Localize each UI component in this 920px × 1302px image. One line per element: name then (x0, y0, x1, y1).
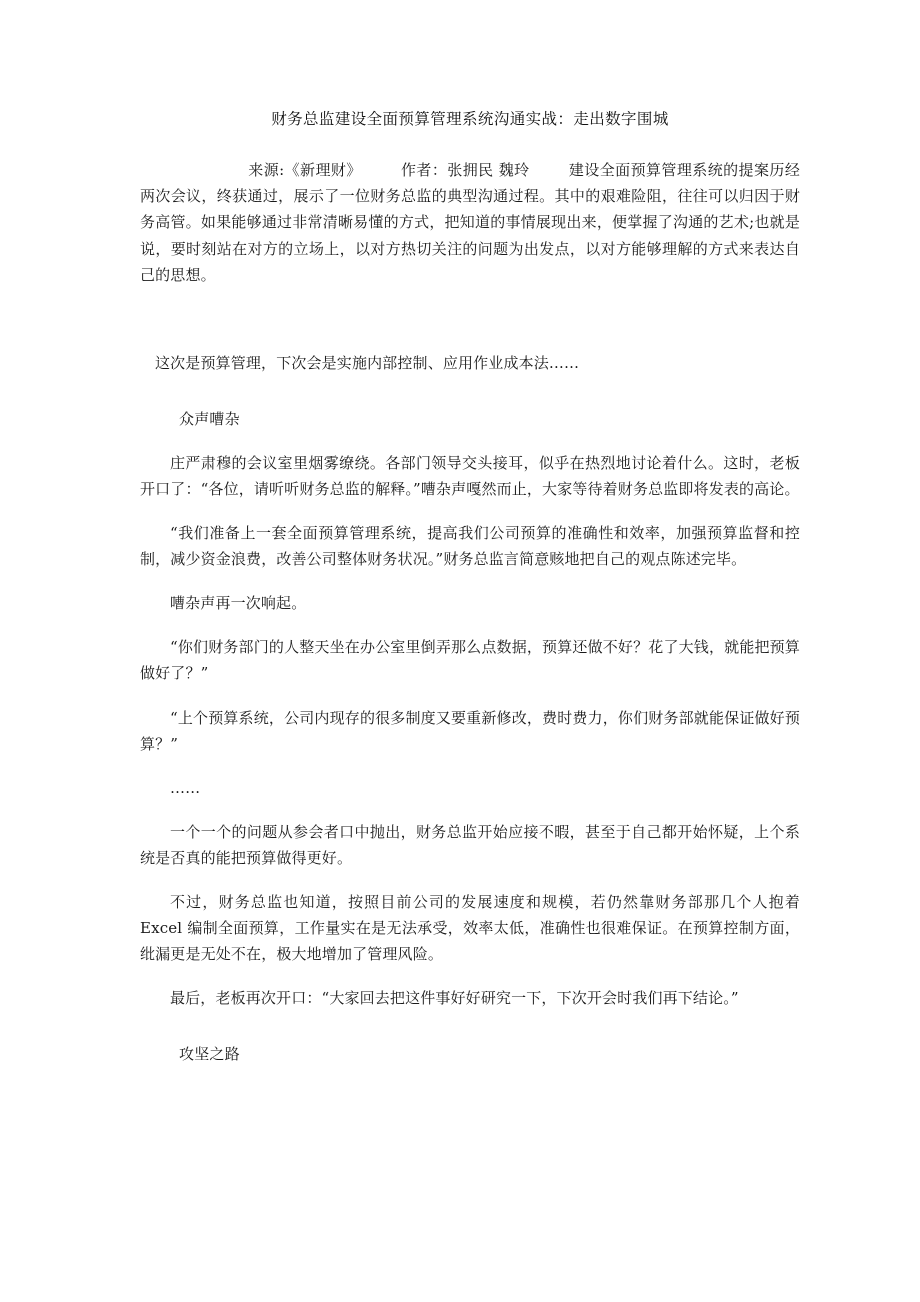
paragraph: “上个预算系统，公司内现存的很多制度又要重新修改，费时费力，你们财务部就能保证做好预算？” (140, 708, 800, 753)
paragraph: 嘈杂声再一次响起。 (170, 594, 307, 613)
lede-paragraph: 这次是预算管理，下次会是实施内部控制、应用作业成本法…… (155, 353, 580, 372)
paragraph: “你们财务部门的人整天坐在办公室里倒弄那么点数据，预算还做不好？花了大钱，就能把预算做好了？” (140, 638, 800, 683)
section-2-spacer (140, 1011, 800, 1041)
page-title: 财务总监建设全面预算管理系统沟通实战：走出数字围城 (271, 110, 669, 128)
source-label: 来源:《新理财》 (248, 161, 362, 180)
document-content (140, 0, 800, 1068)
lede-spacer (140, 288, 800, 350)
paragraph-spacer (140, 801, 800, 819)
lead-text: 建设全面预算管理系统的提案历经两次会议，终获通过，展示了一位财务总监的典型沟通过程。其中的艰难险阻，往往可以归因于财务高管。如果能够通过非常清晰易懂的方式，把知道的事情展现出来，便掌握了沟通的艺术;也就是说，要时刻站在对方的立场上，以对方热切关注的问题为出发点，以对方能够理解的方式来表达自己的思想。 (140, 161, 800, 284)
ellipsis-paragraph: …… (170, 778, 201, 797)
paragraph-spacer (140, 967, 800, 985)
section-heading-2: 攻坚之路 (179, 1045, 240, 1064)
title-spacer (140, 131, 800, 157)
paragraph-spacer (140, 572, 800, 590)
paragraph: “我们准备上一套全面预算管理系统，提高我们公司预算的准确性和效率，加强预算监督和控制，减少资金浪费，改善公司整体财务状况。”财务总监言简意赅地把自己的观点陈述完毕。 (140, 524, 800, 569)
paragraph: 最后，老板再次开口：“大家回去把这件事好好研究一下，下次开会时我们再下结论。” (170, 989, 739, 1008)
paragraph: 一个一个的问题从参会者口中抛出，财务总监开始应接不暇，甚至于自己都开始怀疑，上个系统是否真的能把预算做得更好。 (140, 822, 800, 867)
paragraph: 不过，财务总监也知道，按照目前公司的发展速度和规模，若仍然靠财务部那几个人抱着 Excel 编制全面预算，工作量实在是无法承受，效率太低，准确性也很难保证。在预算控制方面，纰漏更是无处不在，极大地增加了管理风险。 (140, 893, 800, 964)
paragraph: 庄严肃穆的会议室里烟雾缭绕。各部门领导交头接耳，似乎在热烈地讨论着什么。这时，老板开口了：“各位，请听听财务总监的解释。”嘈杂声嘎然而止，大家等待着财务总监即将发表的高论。 (140, 453, 800, 498)
section-1-spacer (140, 376, 800, 406)
paragraph-spacer (140, 687, 800, 705)
paragraph-spacer (140, 871, 800, 889)
paragraph-spacer (140, 502, 800, 520)
section-heading-1: 众声嘈杂 (179, 409, 240, 428)
after-heading-1-spacer (140, 432, 800, 450)
author-label: 作者：张拥民 魏玲 (400, 161, 530, 180)
byline-and-lead-paragraph (140, 157, 800, 287)
paragraph-spacer (140, 757, 800, 775)
paragraph-spacer (140, 616, 800, 634)
